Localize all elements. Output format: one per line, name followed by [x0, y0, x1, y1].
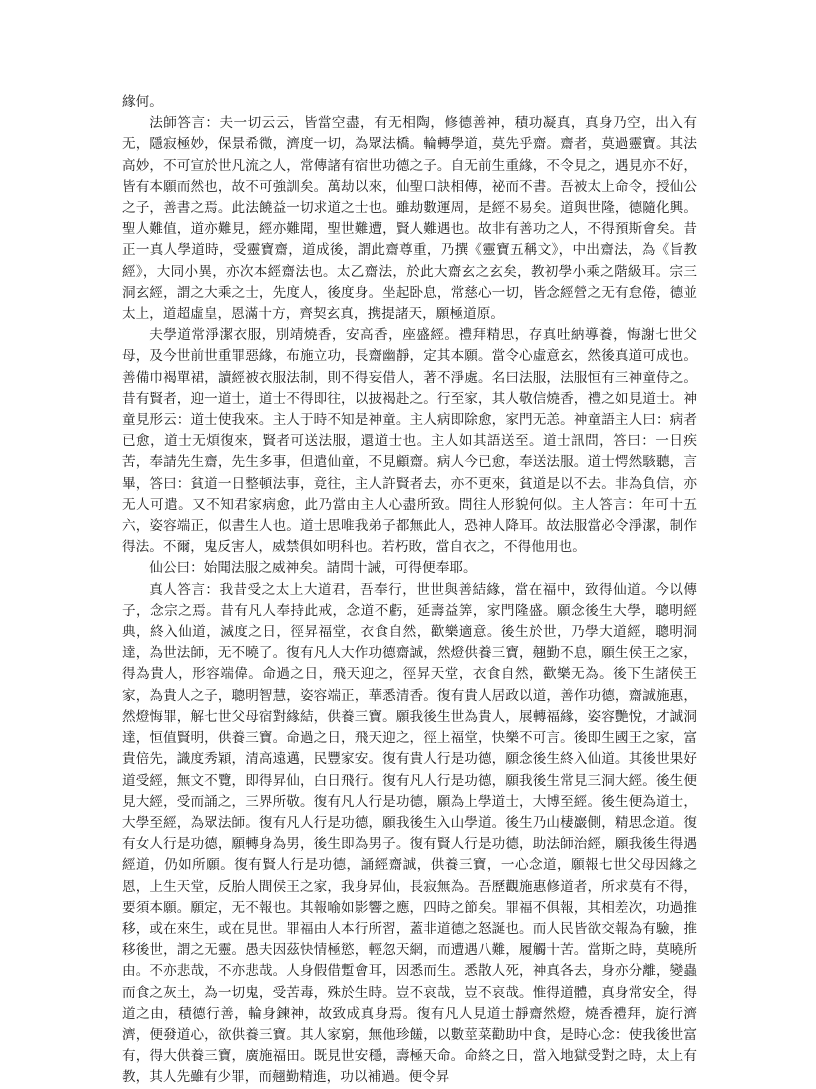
paragraph-opening: 緣何。	[122, 94, 163, 110]
paragraph-immortal-question: 仙公曰：始聞法服之威神矣。請問十誡，可得便奉耶。	[149, 560, 477, 577]
paragraph-perfected-answer: 真人答言：我昔受之太上大道君，吾奉行，世世與善結緣，當在福中，致得仙道。今以傳子，念宗之焉。昔有凡人奉持此戒，念道不虧，延壽益筭，家門隆盛。願念後生大學，聰明經典，終入仙道，滅度之日，徑昇福堂，衣食自然，歡樂適意。後生於世，乃學大道經，聰明洞達，為世法師，无不曉了。復有凡人大作功德齋誠，然燈供養三寶，翹勤不息，願生侯王之家，得為貴人，形容端偉。命過之日，飛天迎之，徑昇天堂，衣食自然，歡樂无為。後下生諸侯王家，為貴人之子，聰明智慧，姿容端正，華悉清香。復有貴人居政以道，善作功德，齋誠施惠，然燈悔罪，解七世父母宿對緣結，供養三寶。願我後生世為貴人，展轉福緣，姿容艷悅，才誠洞達，恒值賢明，供養三寶。命過之日，飛天迎之，徑上福堂，快樂不可言。後即生國王之家，富貴倍先，識度秀穎，清高遠邁，民豐家安。復有貴人行是功德，願念後生終入仙道。其後世果好道受經，無文不覽，即得昇仙，白日飛行。復有凡人行是功德，願我後生常見三洞大經。後生便見大經，受而誦之，三界所敬。復有凡人行是功德，願為上學道士，大博至經。後生便為道士，大學至經，為眾法師。復有凡人行是功德，願我後生入山學道。後生乃山棲巖側，精思念道。復有女人行是功德，願轉身為男，後生即為男子。復有賢人行是功德，助法師治經，願我後生得遇經道，仍如所願。復有賢人行是功德，誦經齋誠，供養三寶，一心念道，願報七世父母因緣之恩，上生天堂，反胎人間侯王之家，我身昇仙，長寂無為。吾歷觀施惠修道者，所求莫有不得，要須本願。願定，无不報也。其報喻如影響之應，四時之節矣。罪福不俱報，其相差次，功過推移，或在來生，或在見世。罪福由人本行所習，蓋非道德之怒誕也。而人民皆欲交報為有驗，推移後世，謂之无靈。愚夫因茲快情極慾，輕忽天網，而遭遇八難，履觸十苦。當斯之時，莫曉所由。不亦悲哉，不亦悲哉。人身假借蹔會耳，因悉而生。悉散人死，神真各去，身亦分離，變蟲而食之灰土，為一切鬼，受苦毒，殊於生時。豈不哀哉，豈不哀哉。惟得道體，真身常安全，得道之由，積德行善，輪身鍊神，故致成真身焉。復有凡人見道士靜齋然燈，燒香禮拜，旋行濟濟，便發道心，欲供養三寶。其人家窮，無他珍饈，以數莖菜勸助中食，是時心念：使我後世富有，得大供養三寶，廣施福田。既見世安穩，壽極天命。命終之日，當入地獄受對之時，太上有教，其人先雖有少罪，而翹勤精進，功以補過。便令昇	[122, 581, 697, 1086]
document-page	[122, 92, 697, 1086]
paragraph-ritual-garments: 夫學道常淨潔衣服，別靖燒香，安高香，座盛經。禮拜精思，存真吐納導養，悔謝七世父母，及今世前世重罪惡緣，布施立功，長齋幽靜，定其本願。當令心虛意玄，然後真道可成也。善備巾褐單裙，讀經被衣服法制，則不得妄借人，著不淨處。名曰法服，法服恒有三神童侍之。昔有賢者，迎一道士，道士不得即往，以披褐赴之。行至家，其人敬信燒香，禮之如見道士。神童見形云：道士使我來。主人于時不知是神童。主人病即除愈，家門无恙。神童語主人曰：病者已愈，道士无煩復來，賢者可送法服，還道士也。主人如其語送至。道士訊問，答曰：一日疾苦，奉請先生齋，先生多事，但遣仙童，不見顧齋。病人今已愈，奉送法服。道士愕然駭聽，言畢，答曰：貧道一日整頓法事，竟往，主人許賢者去，亦不更來，貧道是以不去。非為負信，亦无人可遣。又不知君家病愈，此乃當由主人心盡所致。問往人形貌何似。主人答言：年可十五六，姿容端正，似書生人也。道士思唯我弟子都無此人，恐神人降耳。故法服當必令淨潔，制作得法。不爾，鬼反害人，威禁俱如明科也。若朽敗，當自衣之，不得他用也。	[122, 327, 697, 556]
paragraph-master-answer: 法師答言：夫一切云云，皆當空盡，有无相陶，修德善神，積功凝真，真身乃空，出入有无，隱寂極妙，保景希微，濟度一切，為眾法橋。輪轉學道，莫先乎齋。齋者，莫過靈寶。其法高妙，不可宣於世凡流之人，常傳諸有宿世功德之子。自无前生重緣，不令見之，遇見亦不好，皆有本願而然也，故不可強訓矣。萬劫以來，仙聖口訣相傳，祕而不書。吾被太上命令，授仙公之子，善書之焉。此法饒益一切求道之士也。雖劫數運周，是經不易矣。道與世隆，德隨化興。聖人難值，道亦難見，經亦難聞，聖世難遭，賢人難遇也。故非有善功之人，不得預斯會矣。昔正一真人學道時，受靈寶齋，道成後，謂此齋尊重，乃撰《靈寶五稱文》，中出齋法，為《旨教經》，大同小異，亦次本經齋法也。太乙齋法，於此大齋玄之玄矣，教初學小乘之階級耳。宗三洞玄經，謂之大乘之士，先度人，後度身。坐起卧息，常慈心一切，皆念經營之无有怠倦，德並太上，道超虛皇，恩滿十方，齊契玄真，携提諸天，願極道原。	[122, 115, 697, 323]
